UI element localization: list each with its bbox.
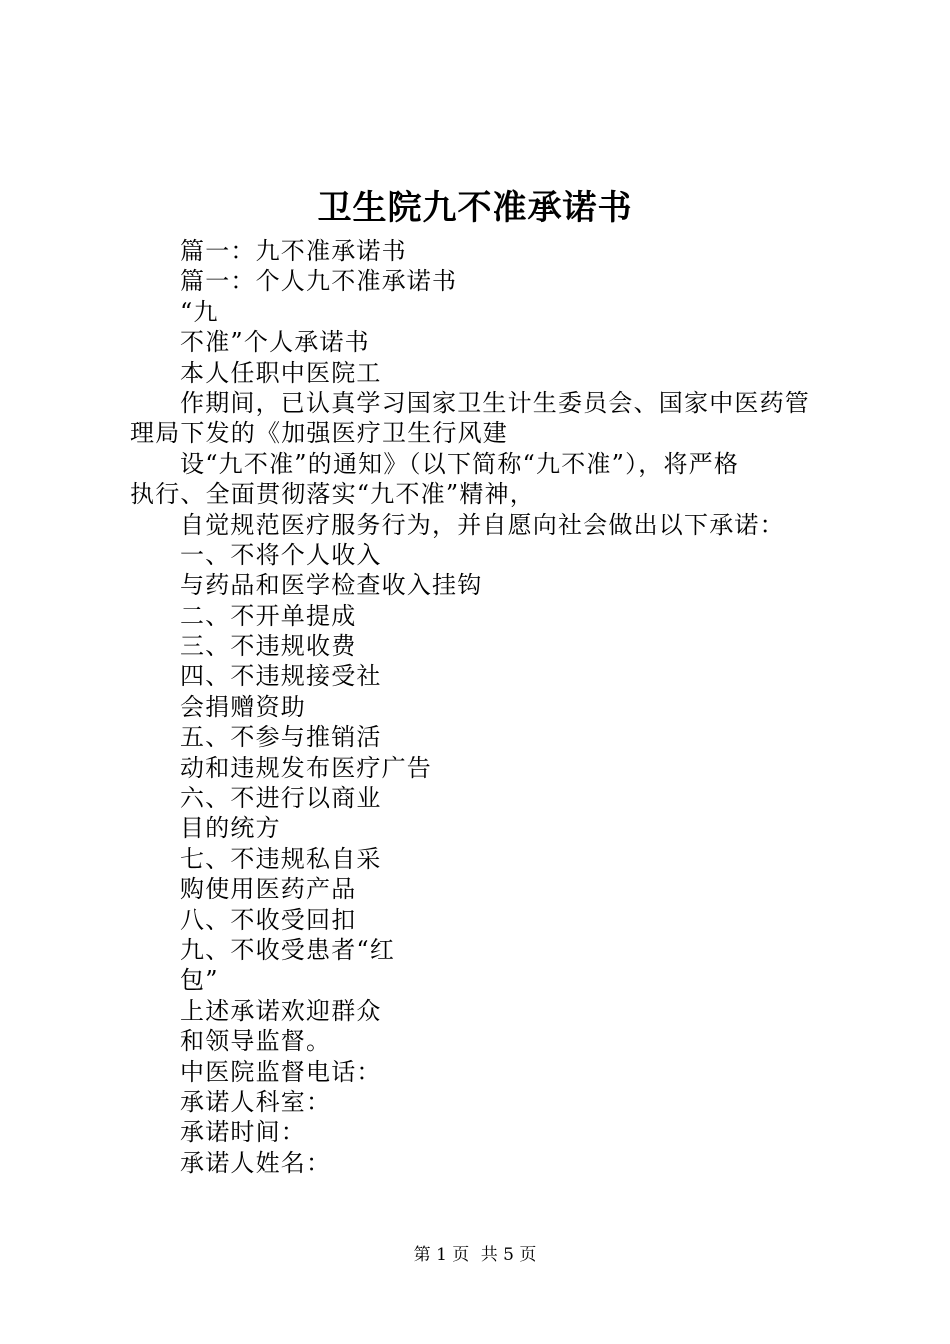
text-line: 理局下发的《加强医疗卫生行风建 xyxy=(130,419,508,448)
text-line: 篇一：九不准承诺书 xyxy=(180,237,407,265)
document-body xyxy=(130,236,830,1178)
text-line: 承诺人科室： xyxy=(180,1087,332,1116)
text-line: 上述承诺欢迎群众 xyxy=(180,996,382,1025)
text-line: 与药品和医学检查收入挂钩 xyxy=(180,571,483,600)
text-line: 四、不违规接受社 xyxy=(180,662,382,691)
text-line: 三、不违规收费 xyxy=(180,632,357,661)
text-line: 承诺时间： xyxy=(180,1118,306,1147)
text-line: 二、不开单提成 xyxy=(180,601,357,630)
page-footer xyxy=(0,1243,950,1267)
text-line: 七、不违规私自采 xyxy=(180,844,382,873)
text-line: 自觉规范医疗服务行为，并自愿向社会做出以下承诺： xyxy=(180,510,785,539)
text-line: 设“九不准”的通知》（以下简称“九不准”），将严格 xyxy=(180,449,740,478)
text-line: 包” xyxy=(180,966,219,995)
text-line: 作期间，已认真学习国家卫生计生委员会、国家中医药管 xyxy=(180,388,810,417)
text-line: “九 xyxy=(180,297,219,326)
text-line: 购使用医药产品 xyxy=(180,875,357,904)
page-title: 卫生院九不准承诺书 xyxy=(317,188,633,228)
text-line: 不准”个人承诺书 xyxy=(180,328,370,357)
text-line: 九、不收受患者“红 xyxy=(180,935,396,964)
text-line: 篇一：个人九不准承诺书 xyxy=(180,267,458,296)
text-line: 目的统方 xyxy=(180,814,281,843)
page-total: 共 5 页 xyxy=(480,1245,537,1265)
text-line: 本人任职中医院工 xyxy=(180,358,382,387)
page-number: 第 1 页 xyxy=(413,1245,470,1265)
text-line: 中医院监督电话： xyxy=(180,1057,382,1086)
text-line: 动和违规发布医疗广告 xyxy=(180,753,432,782)
text-line: 八、不收受回扣 xyxy=(180,905,357,934)
text-line: 五、不参与推销活 xyxy=(180,723,382,752)
text-line: 和领导监督。 xyxy=(180,1027,332,1056)
text-line: 执行、全面贯彻落实“九不准”精神， xyxy=(130,480,535,509)
text-line: 会捐赠资助 xyxy=(180,692,306,721)
text-line: 承诺人姓名： xyxy=(180,1148,332,1177)
text-line: 一、不将个人收入 xyxy=(180,540,382,569)
text-line: 六、不进行以商业 xyxy=(180,784,382,813)
